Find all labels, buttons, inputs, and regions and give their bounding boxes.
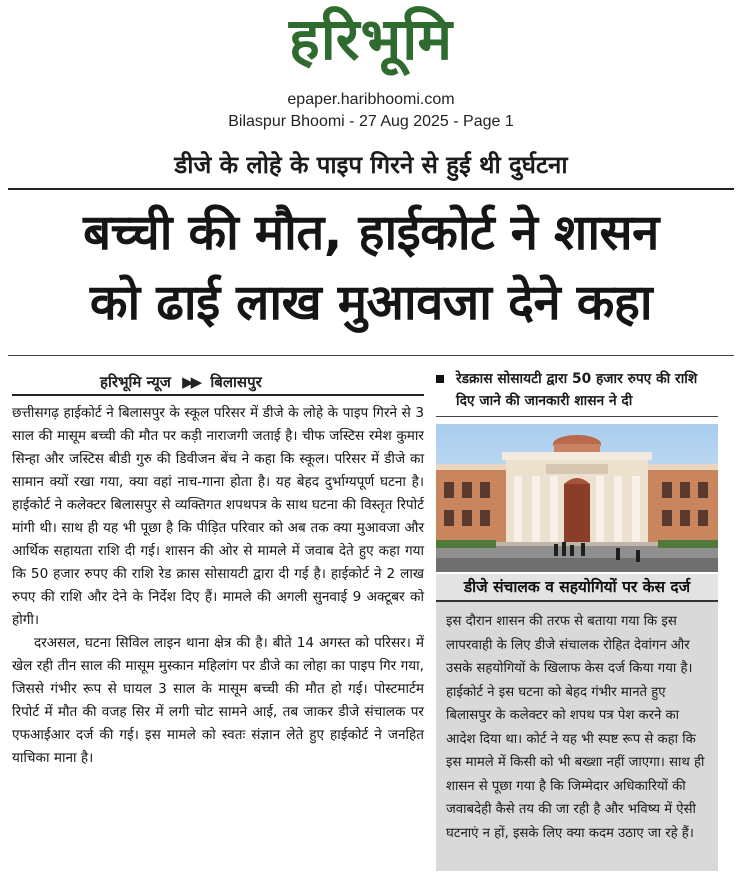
article-kicker: डीजे के लोहे के पाइप गिरने से हुई थी दुर्घटना: [174, 151, 568, 179]
sidebar-highlight: [436, 368, 720, 412]
sidebar-box-title: डीजे संचालक व सहयोगियों पर केस दर्ज: [436, 574, 718, 602]
article-headline: [8, 198, 734, 338]
divider: [8, 355, 734, 356]
masthead-logo: हरिभूमि: [288, 5, 454, 73]
byline-separator-icon: ▶▶: [182, 373, 200, 391]
article-paragraph-1: छत्तीसगढ़ हाईकोर्ट ने बिलासपुर के स्कूल परिसर में डीजे के लोहे के पाइप गिरने से 3 साल की मासूम बच्ची की मौत पर कड़ी नाराजगी जताई है। चीफ जस्टिस रमेश कुमार सिन्हा और जस्टिस बीडी गुरु की डिवीजन बेंच ने कहा कि स्कूल। परिसर में डीजे का सामान क्यों रखा गया, क्या वहां नाच-गाना होता है। यह बेहद दुर्भाग्यपूर्ण घटना है। हाईकोर्ट ने कलेक्टर बिलासपुर से व्यक्तिगत शपथपत्र के साथ घटना की विस्तृत रिपोर्ट मांगी थी। साथ ही यह भी पूछा है कि पीड़ित परिवार को अब तक क्या मुआवजा और आर्थिक सहायता राशि दी गई। शासन की ओर से मामले में जवाब देते हुए कहा गया कि 50 हजार रुपए की राशि रेड क्रास सोसायटी द्वारा दी गई है। हाईकोर्ट ने 2 लाख रुपए की राशि और देने के निर्देश दिए हैं। मामले की अगली सुनवाई 9 अक्टूबर को होगी।: [12, 405, 424, 628]
sidebar-box-text: इस दौरान शासन की तरफ से बताया गया कि इस लापरवाही के लिए डीजे संचालक रोहित देवांगन और उसके सहयोगियों के खिलाफ केस दर्ज किया गया है। हाईकोर्ट ने इस घटना को बेहद गंभीर मानते हुए बिलासपुर के कलेक्टर को शपथ पत्र पेश करने का आदेश दिया था। कोर्ट ने यह भी स्पष्ट रूप से कहा कि इस मामले में किसी को भी बख्शा नहीं जाएगा। साथ ही शासन से पूछा गया है कि जिम्मेदार अधिकारियों की जवाबदेही कैसे तय की जा रही है और भविष्य में ऐसी घटनाएं न हों, इसके लिए क्या कदम उठाए जा रहे हैं।: [446, 614, 705, 841]
article-paragraph-2: दरअसल, घटना सिविल लाइन थाना क्षेत्र की है। बीते 14 अगस्त को परिसर। में खेल रही तीन साल की मासूम मुस्कान महिलांग पर डीजे का लोहा का पाइप गिर गया, जिससे गंभीर रूप से घायल 3 साल के मासूम बच्ची की मौत हो गई। पोस्टमार्टम रिपोर्ट में मौत की वजह सिर में लगी चोट सामने आई, तब जाकर डीजे संचालक पर एफआईआर दर्ज की गई। इस मामले को स्वतः संज्ञान लेते हुए हाईकोर्ट ने जनहित याचिका माना है।: [12, 635, 424, 766]
site-url: epaper.haribhoomi.com: [287, 91, 455, 108]
high-court-building-photo: [436, 424, 718, 572]
sidebar-box: [436, 602, 718, 871]
divider: [8, 188, 734, 190]
sidebar-highlight-text: रेडक्रास सोसायटी द्वारा 50 हजार रुपए की राशि दिए जाने की जानकारी शासन ने दी: [456, 371, 698, 409]
headline-line-1: बच्ची की मौत, हाईकोर्ट ने शासन: [83, 204, 659, 261]
headline-line-2: को ढाई लाख मुआवजा देने कहा: [89, 274, 653, 331]
square-bullet-icon: [436, 375, 444, 383]
divider: [12, 394, 424, 396]
edition-info: Bilaspur Bhoomi - 27 Aug 2025 - Page 1: [228, 113, 514, 130]
article-body: [12, 402, 424, 770]
byline-source: हरिभूमि न्यूज: [100, 373, 171, 391]
byline-place: बिलासपुर: [210, 373, 262, 391]
divider: [436, 416, 718, 417]
byline: [100, 372, 420, 392]
